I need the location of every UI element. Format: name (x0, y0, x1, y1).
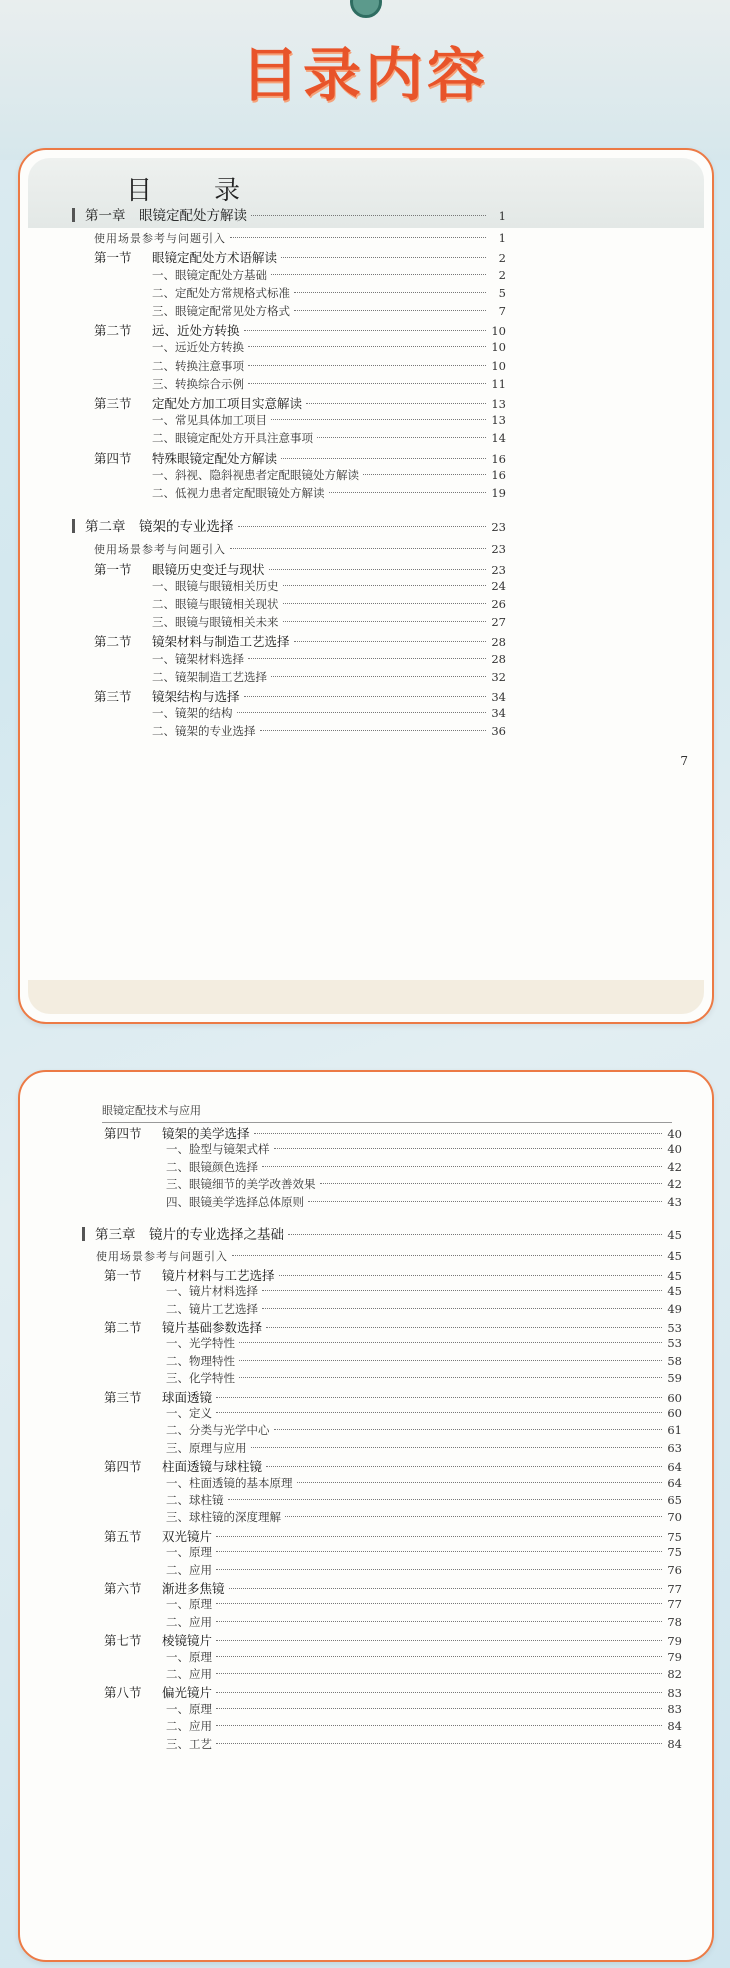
dot-leader (266, 1327, 662, 1328)
toc-entry-title: 二、应用 (166, 1719, 212, 1734)
toc-sub-row (166, 1194, 682, 1216)
dot-leader (216, 1412, 662, 1413)
dot-leader (251, 1447, 663, 1448)
dot-leader (216, 1725, 662, 1726)
dot-leader (248, 658, 486, 659)
toc-page-number: 45 (667, 1228, 682, 1242)
toc-page-number: 84 (667, 1719, 682, 1734)
toc-page-number: 58 (667, 1353, 682, 1368)
toc-entry-title: 二、物理特性 (166, 1353, 235, 1368)
toc-entry-title: 二、眼镜与眼镜相关现状 (152, 597, 279, 611)
toc-chapter-row (72, 515, 506, 537)
toc-entry-title: 特殊眼镜定配处方解读 (152, 450, 278, 466)
dot-leader (248, 383, 486, 384)
running-header: 眼镜定配技术与应用 (102, 1102, 672, 1123)
toc-entry-title: 使用场景参考与问题引入 (94, 543, 226, 557)
toc-page-number: 76 (667, 1562, 682, 1577)
section-number: 第二节 (94, 634, 132, 650)
toc-entry-title: 三、眼镜与眼镜相关未来 (152, 615, 279, 630)
toc-entry-title: 二、眼镜定配处方开具注意事项 (152, 431, 313, 446)
toc-page-number: 83 (667, 1701, 682, 1716)
toc-chapter-row (82, 1223, 682, 1245)
dot-leader (239, 1342, 662, 1343)
dot-leader (216, 1397, 662, 1398)
toc-page-number: 53 (667, 1321, 682, 1335)
dot-leader (216, 1551, 662, 1552)
chapter-marker (72, 208, 75, 222)
toc-page-number: 59 (667, 1371, 682, 1386)
toc-entry-title: 定配处方加工项目实意解读 (152, 396, 303, 411)
dot-leader (251, 215, 486, 216)
toc-entry-title: 第三章 镜片的专业选择之基础 (95, 1227, 284, 1243)
dot-leader (281, 458, 486, 459)
toc-page-number: 45 (667, 1268, 682, 1283)
dot-leader (320, 1183, 663, 1184)
toc-entry-title: 镜架结构与选择 (152, 689, 240, 704)
toc-page-number: 23 (491, 520, 506, 535)
dot-leader (262, 1308, 662, 1309)
toc-page-number: 16 (491, 451, 506, 466)
toc-entry-title: 二、转换注意事项 (152, 358, 244, 373)
dot-leader (260, 730, 487, 731)
toc-page-number: 61 (667, 1423, 682, 1438)
dot-leader (288, 1234, 662, 1235)
dot-leader (229, 1588, 662, 1589)
toc-page-number: 42 (667, 1159, 682, 1174)
toc-page-number: 83 (667, 1686, 682, 1701)
dot-leader (294, 310, 486, 311)
toc-entry-title: 二、镜架制造工艺选择 (152, 669, 267, 684)
toc-entry-title: 镜片基础参数选择 (162, 1320, 263, 1335)
dot-leader (239, 1360, 662, 1361)
section-number: 第六节 (104, 1581, 142, 1596)
toc-chapter-row (72, 204, 506, 226)
toc-entry-title: 偏光镜片 (162, 1685, 213, 1701)
toc-entry-title: 使用场景参考与问题引入 (96, 1250, 228, 1264)
dot-leader (281, 257, 486, 258)
toc-page-number: 79 (667, 1634, 682, 1649)
toc-page-number: 11 (491, 376, 506, 391)
dot-leader (274, 1429, 663, 1430)
toc-page-number: 64 (667, 1475, 682, 1490)
dot-leader (271, 676, 486, 677)
toc-entry-title: 三、转换综合示例 (152, 376, 244, 391)
toc-sub-row (152, 485, 506, 507)
dot-leader (271, 419, 486, 420)
dot-leader (262, 1290, 662, 1291)
dot-leader (271, 274, 486, 275)
toc-entry-title: 三、眼镜定配常见处方格式 (152, 304, 290, 318)
toc-entry-title: 二、低视力患者定配眼镜处方解读 (152, 486, 325, 500)
dot-leader (248, 346, 486, 347)
toc-page-number: 34 (491, 706, 506, 721)
section-number: 第八节 (104, 1685, 142, 1701)
toc-page-number: 36 (491, 724, 506, 739)
section-number: 第一节 (104, 1267, 142, 1283)
toc-page-number: 1 (498, 231, 506, 246)
toc-page-number: 82 (667, 1667, 682, 1681)
section-number: 第三节 (94, 396, 132, 411)
dot-leader (216, 1708, 662, 1709)
toc-page-number: 40 (667, 1127, 682, 1141)
dot-leader (216, 1536, 662, 1537)
toc-entry-title: 一、定义 (166, 1406, 212, 1420)
toc-entry-title: 一、眼镜与眼镜相关历史 (152, 578, 279, 593)
toc-page-number: 40 (667, 1142, 682, 1157)
toc-page-number: 42 (667, 1177, 682, 1192)
toc-entry-title: 一、原理 (166, 1597, 212, 1612)
dot-leader (363, 474, 486, 475)
page-footer-band (28, 980, 704, 1014)
toc-entry-title: 二、分类与光学中心 (166, 1423, 270, 1438)
toc-page-number: 45 (667, 1284, 682, 1299)
toc-page-number: 2 (498, 251, 506, 266)
toc-entry-title: 一、镜架的结构 (152, 706, 233, 721)
dot-leader (238, 526, 487, 527)
toc-page-number: 53 (667, 1336, 682, 1351)
dot-leader (216, 1656, 662, 1657)
section-number: 第一节 (94, 250, 132, 266)
dot-leader (274, 1148, 663, 1149)
dot-leader (232, 1255, 662, 1256)
dot-leader (297, 1482, 663, 1483)
section-number: 第三节 (104, 1389, 142, 1405)
toc-page-number: 77 (667, 1582, 682, 1596)
banner-title: 目录内容 (240, 41, 489, 109)
toc-entry-title: 球面透镜 (162, 1389, 213, 1405)
section-number: 第二节 (94, 323, 132, 339)
dot-leader (216, 1569, 662, 1570)
dot-leader (294, 292, 486, 293)
toc-entry-title: 四、眼镜美学选择总体原则 (166, 1194, 304, 1209)
toc-page-number: 14 (491, 431, 506, 446)
dot-leader (285, 1516, 662, 1517)
toc-page-number: 28 (491, 635, 506, 650)
toc-page-number: 10 (491, 358, 506, 373)
dot-leader (283, 603, 487, 604)
toc-page-number: 45 (667, 1249, 682, 1264)
toc-page-number: 64 (667, 1460, 682, 1475)
toc-entry-title: 眼镜定配处方术语解读 (152, 250, 278, 266)
toc-sub-row (152, 723, 506, 745)
dot-leader (283, 621, 487, 622)
toc-entry-title: 渐进多焦镜 (162, 1581, 225, 1596)
toc-page-number: 19 (491, 486, 506, 500)
section-number: 第三节 (94, 689, 132, 704)
dot-leader (279, 1275, 662, 1276)
toc-page-number: 23 (491, 562, 506, 577)
dot-leader (244, 330, 486, 331)
toc-page-number: 63 (667, 1440, 682, 1455)
section-number: 第四节 (104, 1126, 142, 1141)
chapter-marker (72, 519, 75, 533)
toc-entry-title: 二、眼镜颜色选择 (166, 1159, 258, 1174)
toc-entry-title: 一、脸型与镜架式样 (166, 1142, 270, 1157)
toc-page-number: 7 (498, 304, 506, 318)
toc-entry-title: 一、镜架材料选择 (152, 651, 244, 666)
toc-page-number: 5 (498, 285, 506, 300)
toc-page-number: 77 (667, 1597, 682, 1612)
section-number: 第四节 (94, 450, 132, 466)
dot-leader (308, 1201, 662, 1202)
toc-page-number: 60 (667, 1390, 682, 1405)
toc-page-number: 75 (667, 1529, 682, 1544)
toc-entry-title: 二、镜片工艺选择 (166, 1301, 258, 1316)
toc-page-number: 24 (491, 578, 506, 593)
dot-leader (237, 712, 487, 713)
toc-entry-title: 镜架的美学选择 (162, 1126, 250, 1141)
toc-page-number: 79 (667, 1649, 682, 1664)
dot-leader (306, 403, 486, 404)
dot-leader (230, 548, 486, 549)
dot-leader (262, 1166, 662, 1167)
toc-entry-title: 一、镜片材料选择 (166, 1284, 258, 1299)
dot-leader (254, 1133, 662, 1134)
toc-heading: 目 录 (126, 176, 259, 206)
toc-entry-title: 三、工艺 (166, 1736, 212, 1751)
dot-leader (216, 1603, 662, 1604)
page-number: 7 (680, 754, 688, 768)
toc-entry-title: 二、定配处方常规格式标准 (152, 285, 290, 300)
toc-entry-title: 镜架材料与制造工艺选择 (152, 634, 290, 650)
toc-entry-title: 柱面透镜与球柱镜 (162, 1459, 263, 1475)
toc-page-number: 28 (491, 651, 506, 666)
dot-leader (239, 1377, 662, 1378)
chapter-marker (82, 1227, 85, 1241)
toc-entry-title: 一、常见具体加工项目 (152, 413, 267, 428)
toc-page-1 (18, 148, 714, 1024)
toc-entry-title: 三、球柱镜的深度理解 (166, 1510, 281, 1525)
toc-page-number: 13 (491, 397, 506, 411)
dot-leader (248, 365, 486, 366)
dot-leader (317, 437, 486, 438)
dot-leader (216, 1621, 662, 1622)
toc-entry-title: 三、眼镜细节的美学改善效果 (166, 1177, 316, 1192)
toc-page-number: 60 (667, 1406, 682, 1420)
toc-page-number: 65 (667, 1493, 682, 1507)
toc-page-number: 16 (491, 467, 506, 482)
toc-entry-title: 一、光学特性 (166, 1336, 235, 1351)
toc-page-number: 26 (491, 597, 506, 611)
dot-leader (329, 492, 487, 493)
section-number: 第四节 (104, 1459, 142, 1475)
toc-entry-title: 一、原理 (166, 1701, 212, 1716)
toc-page-number: 27 (491, 615, 506, 630)
dot-leader (244, 696, 486, 697)
dot-leader (283, 585, 487, 586)
toc-page-number: 13 (491, 413, 506, 428)
toc-page-number: 2 (498, 267, 506, 282)
toc-page-number: 10 (491, 324, 506, 339)
dot-leader (216, 1692, 662, 1693)
dot-leader (269, 569, 486, 570)
toc-entry-title: 一、原理 (166, 1545, 212, 1560)
toc-entry-title: 镜片材料与工艺选择 (162, 1267, 275, 1283)
toc-entry-title: 二、应用 (166, 1667, 212, 1681)
toc-page-number: 84 (667, 1736, 682, 1751)
dot-leader (230, 237, 486, 238)
toc-page-number: 78 (667, 1614, 682, 1629)
toc-entry-title: 三、原理与应用 (166, 1440, 247, 1455)
dot-leader (216, 1673, 662, 1674)
toc-entry-title: 棱镜镜片 (162, 1633, 213, 1649)
toc-entry-title: 第二章 镜架的专业选择 (85, 519, 234, 536)
toc-entry-title: 使用场景参考与问题引入 (94, 232, 226, 246)
toc-entry-title: 二、应用 (166, 1562, 212, 1577)
toc-entry-title: 二、镜架的专业选择 (152, 724, 256, 739)
toc-page-number: 23 (491, 542, 506, 557)
toc-entry-title: 第一章 眼镜定配处方解读 (85, 208, 247, 224)
toc-page-number: 10 (491, 340, 506, 355)
dot-leader (266, 1466, 662, 1467)
toc-page-number: 43 (667, 1194, 682, 1209)
dot-leader (294, 641, 486, 642)
toc-entry-title: 一、眼镜定配处方基础 (152, 267, 267, 282)
toc-page-number: 75 (667, 1545, 682, 1560)
section-number: 第七节 (104, 1633, 142, 1649)
toc-entry-title: 三、化学特性 (166, 1371, 235, 1386)
toc-entry-title: 一、斜视、隐斜视患者定配眼镜处方解读 (152, 467, 359, 482)
toc-entry-title: 一、柱面透镜的基本原理 (166, 1475, 293, 1490)
toc-sub-row (166, 1736, 682, 1758)
toc-entry-title: 一、原理 (166, 1649, 212, 1664)
section-number: 第二节 (104, 1320, 142, 1335)
toc-entry-title: 二、应用 (166, 1614, 212, 1629)
dot-leader (228, 1499, 663, 1500)
toc-entry-title: 双光镜片 (162, 1528, 213, 1544)
dot-leader (216, 1743, 662, 1744)
section-number: 第一节 (94, 561, 132, 577)
dot-leader (216, 1640, 662, 1641)
toc-page-number: 49 (667, 1301, 682, 1316)
toc-entry-title: 二、球柱镜 (166, 1493, 224, 1507)
toc-entry-title: 眼镜历史变迁与现状 (152, 561, 265, 577)
toc-page-number: 1 (498, 209, 506, 223)
section-number: 第五节 (104, 1528, 142, 1544)
toc-page-number: 70 (667, 1510, 682, 1525)
toc-entry-title: 一、远近处方转换 (152, 340, 244, 355)
toc-page-2 (18, 1070, 714, 1962)
toc-page-number: 34 (491, 690, 506, 704)
toc-entry-title: 远、近处方转换 (152, 323, 240, 339)
toc-page-number: 32 (491, 669, 506, 684)
